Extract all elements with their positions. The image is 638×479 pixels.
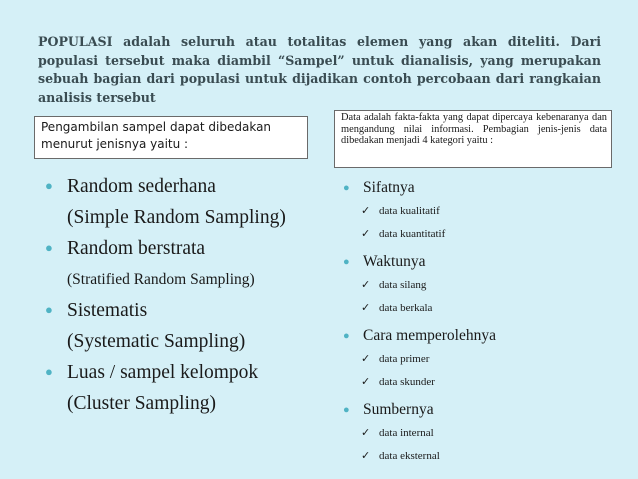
bullet-icon: ● xyxy=(45,302,53,317)
sampling-item xyxy=(45,358,286,420)
checkmark-icon: ✓ xyxy=(361,279,371,291)
category-subitem xyxy=(343,371,496,394)
checkmark-icon: ✓ xyxy=(361,302,371,314)
sampling-item xyxy=(45,234,286,296)
checkmark-icon: ✓ xyxy=(361,228,371,240)
sampling-item xyxy=(45,296,286,358)
bullet-icon: ● xyxy=(45,178,53,193)
sampling-list xyxy=(45,172,286,420)
category-subitem-label: data skunder xyxy=(379,376,435,388)
category-subitem-label: data kualitatif xyxy=(379,205,440,217)
sampling-item-subtitle: (Systematic Sampling) xyxy=(67,331,246,352)
checkmark-icon: ✓ xyxy=(361,376,371,388)
category-item xyxy=(343,398,496,422)
category-subitem xyxy=(343,348,496,371)
category-item xyxy=(343,176,496,200)
category-title: Cara memperolehnya xyxy=(363,327,496,344)
data-definition-box xyxy=(334,110,612,168)
category-subitem xyxy=(343,297,496,320)
sampling-item-subtitle: (Cluster Sampling) xyxy=(67,393,216,414)
sampling-item-title: Sistematis xyxy=(67,300,148,321)
category-subitem-label: data primer xyxy=(379,353,430,365)
bullet-icon: ● xyxy=(343,182,350,194)
bullet-icon: ● xyxy=(343,330,350,342)
category-subitem xyxy=(343,200,496,223)
category-item xyxy=(343,324,496,348)
sampling-types-box xyxy=(34,116,308,159)
data-definition-text: Data adalah fakta-fakta yang dapat dipercaya kebenaranya dan mengandung nilai informasi. Pembagian jenis-jenis data dibedakan menjadi 4 kategori yaitu : xyxy=(341,112,607,147)
checkmark-icon: ✓ xyxy=(361,450,371,462)
category-subitem xyxy=(343,422,496,445)
category-subitem-label: data berkala xyxy=(379,302,433,314)
sampling-item-subtitle: (Stratified Random Sampling) xyxy=(67,271,255,288)
category-subitem-label: data kuantitatif xyxy=(379,228,446,240)
category-subitem xyxy=(343,223,496,246)
category-subitem-label: data silang xyxy=(379,279,427,291)
sampling-types-text: Pengambilan sampel dapat dibedakan menurut jenisnya yaitu : xyxy=(41,120,272,151)
checkmark-icon: ✓ xyxy=(361,427,371,439)
bullet-icon: ● xyxy=(343,256,350,268)
category-subitem xyxy=(343,445,496,468)
category-subitem-label: data eksternal xyxy=(379,450,440,462)
sampling-item-title: Random berstrata xyxy=(67,238,206,259)
sampling-item-subtitle: (Simple Random Sampling) xyxy=(67,207,286,228)
category-item xyxy=(343,250,496,274)
data-category-list xyxy=(343,176,496,468)
sampling-item xyxy=(45,172,286,234)
category-title: Waktunya xyxy=(363,253,426,270)
category-title: Sumbernya xyxy=(363,401,434,418)
category-subitem-label: data internal xyxy=(379,427,434,439)
bullet-icon: ● xyxy=(45,364,53,379)
category-title: Sifatnya xyxy=(363,179,415,196)
bullet-icon: ● xyxy=(343,404,350,416)
checkmark-icon: ✓ xyxy=(361,353,371,365)
category-subitem xyxy=(343,274,496,297)
sampling-item-title: Random sederhana xyxy=(67,176,216,197)
sampling-item-title: Luas / sampel kelompok xyxy=(67,362,259,383)
checkmark-icon: ✓ xyxy=(361,205,371,217)
intro-paragraph: POPULASI adalah seluruh atau totalitas elemen yang akan diteliti. Dari populasi tersebut maka diambil “Sampel” untuk dianalisis, yang merupakan sebuah bagian dari populasi untuk dijadikan contoh percobaan dari rangkaian analisis tersebut xyxy=(38,34,601,105)
bullet-icon: ● xyxy=(45,240,53,255)
